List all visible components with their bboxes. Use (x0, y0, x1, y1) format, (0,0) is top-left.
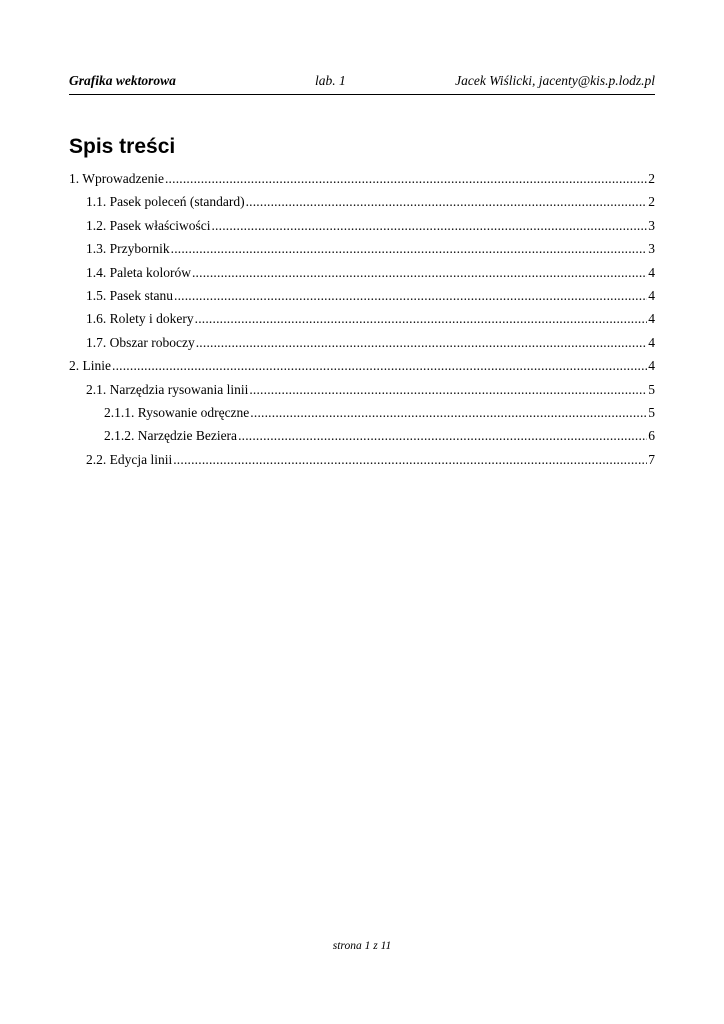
toc-entry-title: 1.1. Pasek poleceń (standard) (86, 194, 245, 210)
toc-dot-leader (195, 309, 648, 329)
toc-entry[interactable] (69, 286, 655, 309)
author-contact: Jacek Wiślicki, jacenty@kis.p.lodz.pl (455, 73, 655, 88)
toc-entry-title: 1.6. Rolety i dokery (86, 311, 194, 327)
toc-dot-leader (238, 426, 647, 446)
document-title: Grafika wektorowa (69, 73, 176, 88)
toc-dot-leader (165, 169, 647, 189)
toc-entry-page: 3 (648, 241, 655, 257)
toc-entry-title: 1.5. Pasek stanu (86, 287, 173, 303)
page-footer (0, 940, 724, 952)
toc-entry-page: 5 (648, 404, 655, 420)
toc-dot-leader (173, 450, 647, 470)
toc-title: Spis treści (69, 135, 176, 158)
toc-dot-leader (249, 380, 647, 400)
toc-entry-title: 2.1.2. Narzędzie Beziera (104, 428, 238, 444)
toc-entry[interactable] (69, 403, 655, 426)
toc-entry-page: 2 (648, 194, 655, 210)
toc-entry[interactable] (69, 426, 655, 449)
toc-entry[interactable] (69, 216, 655, 239)
toc-entry-page: 4 (648, 334, 655, 350)
table-of-contents (69, 169, 655, 473)
page-header (69, 72, 655, 95)
toc-entry-title: 1.4. Paleta kolorów (86, 264, 191, 280)
toc-entry[interactable] (69, 450, 655, 473)
toc-dot-leader (192, 263, 647, 283)
toc-dot-leader (112, 356, 647, 376)
toc-entry-page: 5 (648, 381, 655, 397)
toc-entry-title: 2.2. Edycja linii (86, 451, 173, 467)
toc-dot-leader (171, 239, 648, 259)
toc-entry[interactable] (69, 263, 655, 286)
toc-dot-leader (196, 333, 648, 353)
toc-entry-title: 1.3. Przybornik (86, 241, 170, 257)
toc-entry-title: 2. Linie (69, 358, 111, 374)
toc-entry-page: 4 (648, 264, 655, 280)
toc-entry[interactable] (69, 239, 655, 262)
toc-entry-title: 2.1. Narzędzia rysowania linii (86, 381, 249, 397)
toc-dot-leader (246, 192, 648, 212)
toc-entry-page: 4 (648, 287, 655, 303)
toc-entry-page: 3 (648, 217, 655, 233)
toc-entry[interactable] (69, 192, 655, 215)
toc-entry-title: 1.2. Pasek właściwości (86, 217, 211, 233)
toc-entry-title: 2.1.1. Rysowanie odręczne (104, 404, 250, 420)
toc-entry-title: 1. Wprowadzenie (69, 171, 164, 186)
toc-dot-leader (211, 216, 647, 236)
toc-dot-leader (250, 403, 647, 423)
toc-entry-title: 1.7. Obszar roboczy (86, 334, 195, 350)
toc-dot-leader (174, 286, 647, 306)
toc-entry-page: 4 (648, 358, 655, 374)
toc-entry[interactable] (69, 309, 655, 332)
toc-entry-page: 4 (648, 311, 655, 327)
toc-entry-page: 2 (648, 171, 655, 186)
lab-number: lab. 1 (315, 73, 346, 88)
toc-entry[interactable] (69, 169, 655, 192)
toc-entry-page: 6 (648, 428, 655, 444)
toc-entry[interactable] (69, 333, 655, 356)
toc-entry-page: 7 (648, 451, 655, 467)
toc-entry[interactable] (69, 380, 655, 403)
toc-entry[interactable] (69, 356, 655, 379)
page-indicator: strona 1 z 11 (332, 940, 392, 952)
